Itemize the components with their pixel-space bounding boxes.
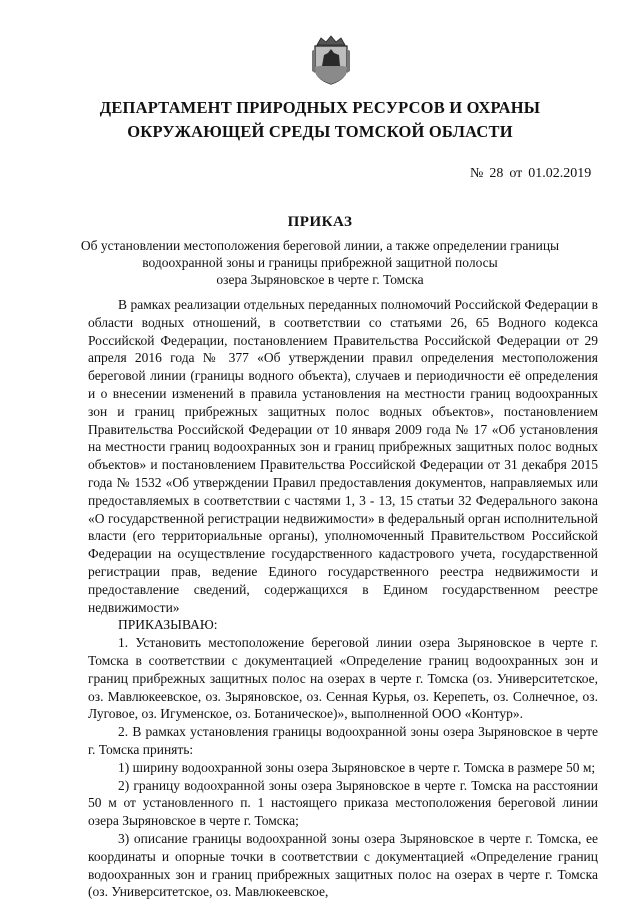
department-name-line1: ДЕПАРТАМЕНТ ПРИРОДНЫХ РЕСУРСОВ И ОХРАНЫ bbox=[99, 98, 541, 117]
item-2-2-paragraph: 2) границу водоохранной зоны озера Зыряновское в черте г. Томска на расстоянии 50 м от установленного п. 1 настоящего приказа местоположения береговой линии озера Зыряновское в черте г. Томска; bbox=[88, 777, 598, 829]
order-number: 28 bbox=[489, 166, 504, 181]
item-2-paragraph: 2. В рамках установления границы водоохранной зоны озера Зыряновское в черте г. Томска принять: bbox=[88, 724, 598, 757]
department-name bbox=[0, 96, 640, 144]
item-2-3-paragraph: 3) описание границы водоохранной зоны озера Зыряновское в черте г. Томска, ее координаты и опорные точки в соответствии с документацией «Определение границ водоохранных зон и границ прибрежных защитных полос на озерах в черте г. Томска (оз. Университетское, оз. Мавлюкеевское, bbox=[88, 830, 598, 900]
order-subject bbox=[60, 237, 580, 288]
subject-line2: водоохранной зоны и границы прибрежной защитной полосы bbox=[142, 255, 498, 270]
order-word: ПРИКАЗЫВАЮ: bbox=[118, 617, 218, 633]
department-name-line2: ОКРУЖАЮЩЕЙ СРЕДЫ ТОМСКОЙ ОБЛАСТИ bbox=[127, 122, 513, 141]
number-label: № bbox=[470, 166, 484, 181]
item-1-paragraph: 1. Установить местоположение береговой линии озера Зыряновское в черте г. Томска в соответствии с документацией «Определение границ водоохранных зон и границ прибрежных защитных полос на озерах в черте г. Томска (оз. Университетское, оз. Мавлюкеевское, оз. Зыряновское, оз. Сенная Курья, оз. Керепеть, оз. Солнечное, оз. Луговое, оз. Игуменское, оз. Ботаническое)», выполненной ООО «Контур». bbox=[88, 635, 598, 722]
order-number-date bbox=[470, 166, 597, 182]
order-date: 01.02.2019 bbox=[528, 166, 592, 181]
preamble-paragraph: В рамках реализации отдельных переданных полномочий Российской Федерации в области водных отношений, в соответствии со статьями 26, 65 Водного кодекса Российской Федерации, постановлением Правительства Российской Федерации от 29 апреля 2016 года № 377 «Об утверждении правил определения местоположения береговой линии (границы водного объекта), случаев и периодичности её определения и о внесении изменений в правила установления на местности границ водоохранных зон и границ прибрежных защитных полос водных объектов», постановлением Правительства Российской Федерации от 10 января 2009 года № 17 «Об установления на местности границ водоохранных зон и границ прибрежных защитных полос водных объектов» и постановлением Правительства Российской Федерации от 31 декабря 2015 года № 1532 «Об утверждении Правил предоставления документов, направляемых или предоставляемых в соответствии с частями 1, 3 - 13, 15 статьи 32 Федерального закона «О государственной регистрации недвижимости» в федеральный орган исполнительной власти (его территориальные органы), уполномоченный Правительством Российской Федерации на осуществление государственного кадастрового учета, государственной регистрации прав, ведение Единого государственного реестра недвижимости и предоставление сведений, содержащихся в Едином государственном реестре недвижимости» bbox=[88, 297, 598, 615]
order-body bbox=[88, 296, 598, 901]
document-title: ПРИКАЗ bbox=[287, 214, 353, 230]
item-2-1-paragraph: 1) ширину водоохранной зоны озера Зыряновское в черте г. Томска в размере 50 м; bbox=[118, 759, 596, 775]
subject-line1: Об установлении местоположения береговой линии, а также определении границы bbox=[80, 238, 560, 253]
tomsk-region-coat-of-arms-icon bbox=[311, 33, 351, 85]
subject-line3: озера Зыряновское в черте г. Томска bbox=[216, 272, 424, 287]
from-label: от bbox=[509, 166, 523, 181]
